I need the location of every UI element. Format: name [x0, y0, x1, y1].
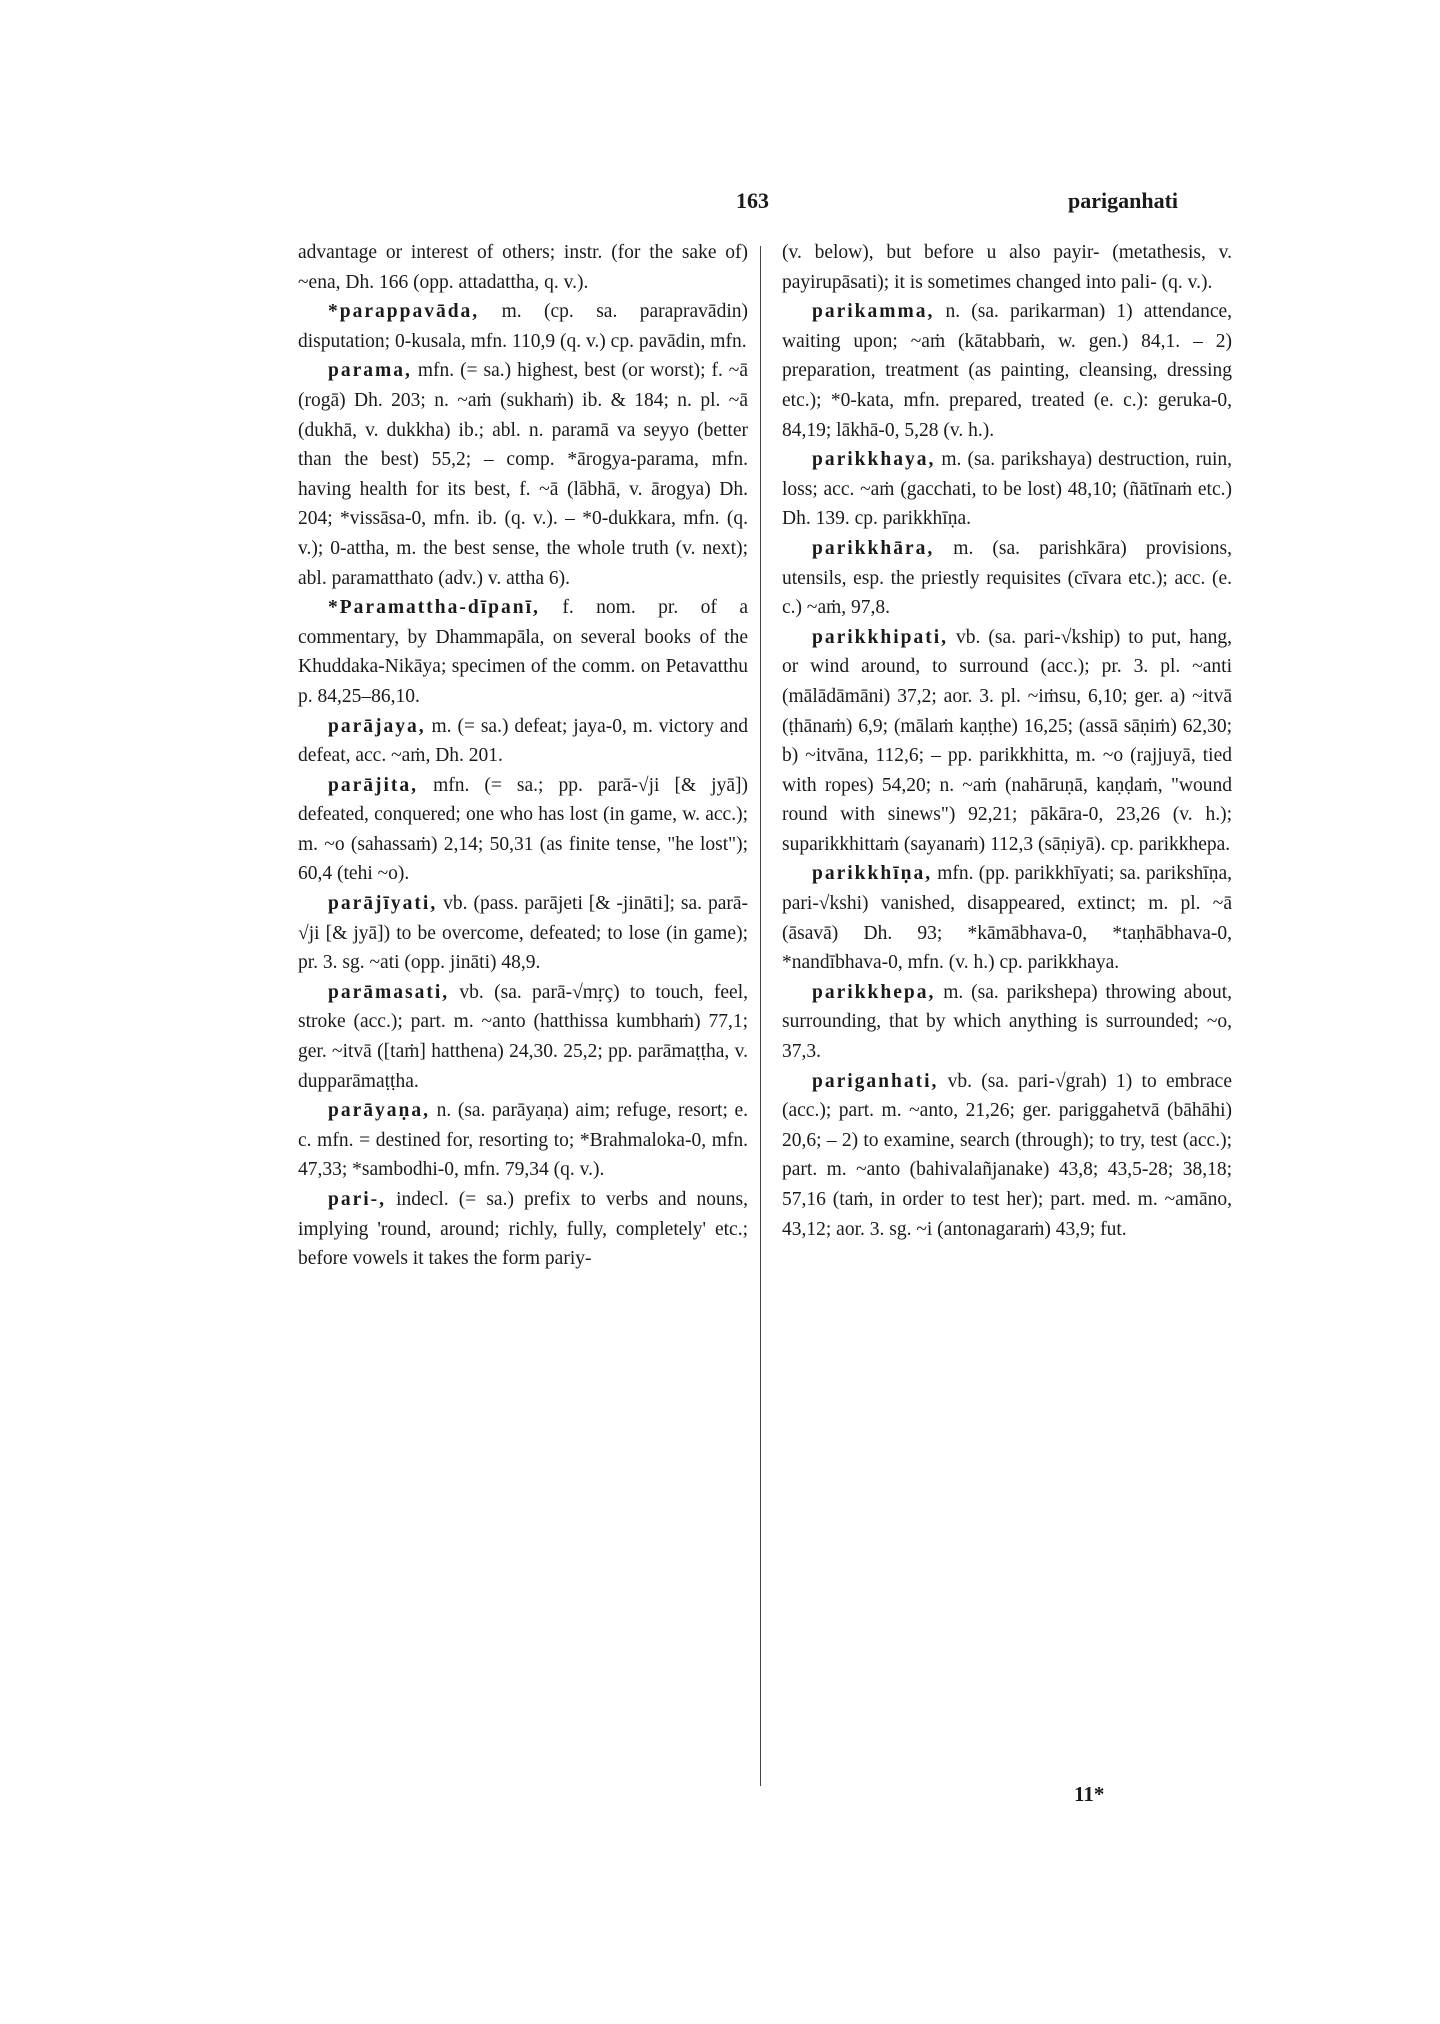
- entry-headword: parāmasati,: [328, 981, 450, 1003]
- page-number: 163: [736, 188, 769, 213]
- entry-text: n. (sa. parikarman) 1) attendance, waiting upon; ~aṁ (kātabbaṁ, w. gen.) 84,1. – 2) preparation, treatment (as painting, cleansing, dressing etc.); *0-kata, mfn. prepared, treated (e. c.): geruka-0, 84,19; lākhā-0, 5,28 (v. h.).: [782, 301, 1232, 441]
- entry-text: vb. (pass. parājeti [& -jināti]; sa. parā-√ji [& jyā]) to be overcome, defeated; to lose (in game); pr. 3. sg. ~ati (opp. jināti) 48,9.: [298, 893, 748, 974]
- entry-headword: parikkhaya,: [812, 449, 936, 471]
- dictionary-entry: [782, 1067, 1232, 1245]
- column-divider: [760, 246, 761, 1786]
- entry-text: f. nom. pr. of a commentary, by Dhammapāla, on several books of the Khuddaka-Nikāya; specimen of the comm. on Petavatthu p. 84,25–86,10.: [298, 597, 748, 707]
- dictionary-entry: [298, 238, 748, 297]
- entry-headword: parājīyati,: [328, 893, 438, 915]
- entry-headword: parikkhāra,: [812, 537, 935, 559]
- entry-text: m. (= sa.) defeat; jaya-0, m. victory and defeat, acc. ~aṁ, Dh. 201.: [298, 715, 748, 767]
- entry-text: vb. (sa. pari-√kship) to put, hang, or wind around, to surround (acc.); pr. 3. pl. ~anti (mālādāmāni) 37,2; aor. 3. pl. ~iṁsu, 6,10; ger. a) ~itvā (ṭhānaṁ) 6,9; (mālaṁ kaṇṭhe) 16,25; (assā sāṇiṁ) 62,30; b) ~itvāna, 112,6; – pp. parikkhitta, m. ~o (rajjuyā, tied with ropes) 54,20; n. ~aṁ (nahāruṇā, kaṇḍaṁ, "wound round with sinews") 92,21; pākāra-0, 23,26 (v. h.); suparikkhittaṁ (sayanaṁ) 112,3 (sāṇiyā). cp. parikkhepa.: [782, 626, 1232, 855]
- entry-text: advantage or interest of others; instr. (for the sake of) ~ena, Dh. 166 (opp. attadattha, q. v.).: [298, 242, 748, 293]
- dictionary-entry: [782, 978, 1232, 1067]
- entry-headword: *parappavāda,: [328, 301, 480, 323]
- entry-headword: parāyaṇa,: [328, 1100, 430, 1122]
- left-column: [298, 238, 748, 1274]
- entry-headword: parikkhipati,: [812, 626, 949, 648]
- entry-text: mfn. (pp. parikkhīyati; sa. parikshīṇa, pari-√kshi) vanished, disappeared, extinct; m. pl. ~ā (āsavā) Dh. 93; *kāmābhava-0, *taṇhābhava-0, *nandībhava-0, mfn. (v. h.) cp. parikkhaya.: [782, 863, 1232, 974]
- dictionary-entry: [782, 623, 1232, 860]
- entry-headword: parikkhīṇa,: [812, 863, 933, 885]
- dictionary-entry: [298, 1096, 748, 1185]
- dictionary-entry: [782, 859, 1232, 977]
- entry-text: (v. below), but before u also payir- (metathesis, v. payirupāsati); it is sometimes changed into pali- (q. v.).: [782, 242, 1232, 293]
- sheet-signature: 11*: [1074, 1782, 1105, 1806]
- dictionary-entry: [298, 978, 748, 1096]
- entry-text: m. (sa. parikshepa) throwing about, surrounding, that by which anything is surrounded; ~o, 37,3.: [782, 981, 1232, 1063]
- running-head: pariganhati: [1068, 188, 1179, 213]
- right-column: [782, 238, 1232, 1244]
- entry-headword: *Paramattha-dīpanī,: [328, 597, 540, 619]
- entry-headword: parikamma,: [812, 301, 935, 323]
- entry-headword: parājaya,: [328, 715, 426, 737]
- dictionary-entry: [298, 356, 748, 593]
- dictionary-entry: [782, 238, 1232, 297]
- entry-headword: parikkhepa,: [812, 981, 936, 1003]
- dictionary-entry: [298, 712, 748, 771]
- dictionary-entry: [782, 445, 1232, 534]
- entry-text: m. (sa. parishkāra) provisions, utensils, esp. the priestly requisites (cīvara etc.); acc. (e. c.) ~aṁ, 97,8.: [782, 537, 1232, 619]
- dictionary-entry: [298, 1185, 748, 1274]
- entry-headword: parājita,: [328, 774, 419, 796]
- dictionary-entry: [782, 297, 1232, 445]
- entry-text: n. (sa. parāyaṇa) aim; refuge, resort; e. c. mfn. = destined for, resorting to; *Brahmaloka-0, mfn. 47,33; *sambodhi-0, mfn. 79,34 (q. v.).: [298, 1100, 748, 1181]
- dictionary-entry: [298, 771, 748, 889]
- entry-text: mfn. (= sa.; pp. parā-√ji [& jyā]) defeated, conquered; one who has lost (in game, w. acc.); m. ~o (sahassaṁ) 2,14; 50,31 (as finite tense, "he lost"); 60,4 (tehi ~o).: [298, 774, 748, 885]
- entry-headword: pariganhati,: [812, 1070, 939, 1092]
- dictionary-entry: [782, 534, 1232, 623]
- entry-text: vb. (sa. pari-√grah) 1) to embrace (acc.); part. m. ~anto, 21,26; ger. pariggahetvā (bāhāhi) 20,6; – 2) to examine, search (through); to try, test (acc.); part. m. ~anto (bahivalañjanake) 43,8; 43,5-28; 38,18; 57,16 (taṁ, in order to test her); part. med. m. ~amāno, 43,12; aor. 3. sg. ~i (antonagaraṁ) 43,9; fut.: [782, 1070, 1232, 1240]
- dictionary-entry: [298, 593, 748, 711]
- entry-text: mfn. (= sa.) highest, best (or worst); f. ~ā (rogā) Dh. 203; n. ~aṁ (sukhaṁ) ib. & 184; n. pl. ~ā (dukhā, v. dukkha) ib.; abl. n. paramā va seyyo (better than the best) 55,2; – comp. *ārogya-parama, mfn. having health for its best, f. ~ā (lābhā, v. ārogya) Dh. 204; *vissāsa-0, mfn. ib. (q. v.). – *0-dukkara, mfn. (q. v.); 0-attha, m. the best sense, the whole truth (v. next); abl. paramatthato (adv.) v. attha 6).: [298, 360, 748, 589]
- entry-text: m. (sa. parikshaya) destruction, ruin, loss; acc. ~aṁ (gacchati, to be lost) 48,10; (ñātīnaṁ etc.) Dh. 139. cp. parikkhīṇa.: [782, 449, 1232, 530]
- dictionary-entry: [298, 889, 748, 978]
- entry-headword: parama,: [328, 360, 412, 382]
- dictionary-entry: [298, 297, 748, 356]
- entry-headword: pari-,: [328, 1189, 387, 1210]
- entry-text: m. (cp. sa. parapravādin) disputation; 0-kusala, mfn. 110,9 (q. v.) cp. pavādin, mfn.: [298, 301, 748, 352]
- entry-text: vb. (sa. parā-√mṛç) to touch, feel, stroke (acc.); part. m. ~anto (hatthissa kumbhaṁ) 77,1; ger. ~itvā ([taṁ] hatthena) 24,30. 25,2; pp. parāmaṭṭha, v. dupparāmaṭṭha.: [298, 981, 748, 1092]
- entry-text: indecl. (= sa.) prefix to verbs and nouns, implying 'round, around; richly, fully, completely' etc.; before vowels it takes the form pariy-: [298, 1189, 748, 1270]
